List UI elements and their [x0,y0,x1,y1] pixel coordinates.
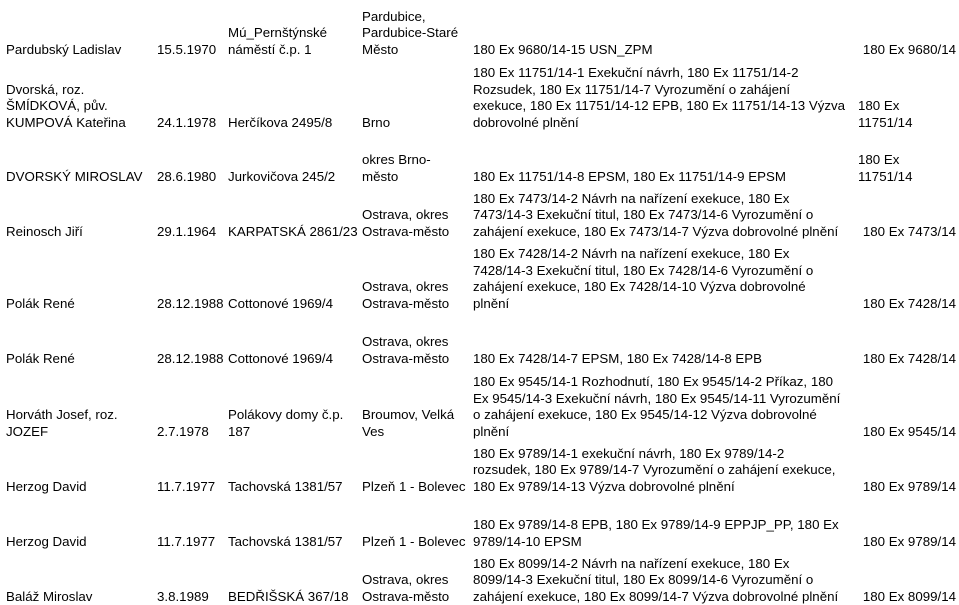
table-row [0,440,959,495]
address-cell: Cottonové 1969/4 [228,350,333,366]
name-cell: Polák René [6,350,75,366]
documents-cell: 180 Ex 11751/14-1 Exekuční návrh, 180 Ex 11751/14-2 Rozsudek, 180 Ex 11751/14-7 Vyrozumění o zahájení exekuce, 180 Ex 11751/14-12 EPB, 180 Ex 11751/14-13 Výzva dobrovolné plnění [473,65,846,130]
name-cell: Polák René [6,295,75,311]
name-cell: Reinosch Jiří [6,223,83,239]
name-cell: Pardubský Ladislav [6,41,122,57]
table-row [0,146,959,185]
address-cell: Jurkovičova 245/2 [228,168,336,184]
city-cell: Pardubice, Pardubice-Staré Město [362,8,459,57]
birthdate-cell: 3.8.1989 [157,588,209,604]
documents-cell: 180 Ex 9680/14-15 USN_ZPM [473,41,653,57]
city-cell: Ostrava, okres Ostrava-město [362,572,450,604]
case-ref-cell: 180 Ex 9545/14 [862,423,956,439]
table-row [0,58,959,131]
address-cell: Polákovy domy č.p. 187 [228,407,344,439]
city-cell: Ostrava, okres Ostrava-město [362,334,450,366]
city-cell: Ostrava, okres Ostrava-město [362,207,450,239]
address-cell: BEDŘIŠSKÁ 367/18 [228,588,349,604]
name-cell: Dvorská, roz. ŠMÍDKOVÁ, pův. KUMPOVÁ Kateřina [6,81,126,130]
table-row [0,0,959,58]
documents-cell: 180 Ex 8099/14-2 Návrh na nařízení exekuce, 180 Ex 8099/14-3 Exekuční titul, 180 Ex 8099/14-6 Vyrozumění o zahájení exekuce, 180 Ex 8099/14-7 Výzva dobrovolné plnění [473,555,839,604]
name-cell: Horváth Josef, roz. JOZEF [6,407,118,439]
birthdate-cell: 29.1.1964 [157,223,217,239]
case-ref-cell: 180 Ex 11751/14 [858,152,913,184]
address-cell: KARPATSKÁ 2861/23 [228,223,358,239]
documents-cell: 180 Ex 7428/14-7 EPSM, 180 Ex 7428/14-8 EPB [473,350,763,366]
name-cell: Baláž Miroslav [6,588,93,604]
table-row [0,510,959,550]
address-cell: Tachovská 1381/57 [228,533,343,549]
table-row [0,185,959,240]
name-cell: Herzog David [6,478,87,494]
address-cell: Mú_Pernštýnské náměstí č.p. 1 [228,25,328,57]
city-cell: Plzeň 1 - Bolevec [362,478,466,494]
address-cell: Cottonové 1969/4 [228,295,333,311]
birthdate-cell: 2.7.1978 [157,423,209,439]
documents-cell: 180 Ex 11751/14-8 EPSM, 180 Ex 11751/14-9 EPSM [473,168,786,184]
documents-cell: 180 Ex 7473/14-2 Návrh na nařízení exekuce, 180 Ex 7473/14-3 Exekuční titul, 180 Ex 7473/14-6 Vyrozumění o zahájení exekuce, 180 Ex 7473/14-7 Výzva dobrovolné plnění [473,190,839,239]
birthdate-cell: 15.5.1970 [157,41,217,57]
address-cell: Herčíkova 2495/8 [228,114,333,130]
table-row [0,367,959,440]
documents-cell: 180 Ex 9789/14-8 EPB, 180 Ex 9789/14-9 EPPJP_PP, 180 Ex 9789/14-10 EPSM [473,517,839,549]
case-ref-cell: 180 Ex 9789/14 [862,533,956,549]
city-cell: Plzeň 1 - Bolevec [362,533,466,549]
name-cell: Herzog David [6,533,87,549]
birthdate-cell: 11.7.1977 [157,533,216,549]
documents-cell: 180 Ex 9545/14-1 Rozhodnutí, 180 Ex 9545/14-2 Příkaz, 180 Ex 9545/14-3 Exekuční návrh, 180 Ex 9545/14-11 Vyrozumění o zahájení exekuce, 180 Ex 9545/14-12 Výzva dobrovolné plnění [473,374,841,439]
birthdate-cell: 28.12.1988 [157,350,224,366]
documents-cell: 180 Ex 9789/14-1 exekuční návrh, 180 Ex 9789/14-2 rozsudek, 180 Ex 9789/14-7 Vyrozumění o zahájení exekuce, 180 Ex 9789/14-13 Výzva dobrovolné plnění [473,445,836,494]
case-ref-cell: 180 Ex 11751/14 [858,98,913,130]
city-cell: okres Brno- město [362,152,431,184]
table-row [0,327,959,367]
city-cell: Ostrava, okres Ostrava-město [362,279,450,311]
city-cell: Broumov, Velká Ves [362,407,455,439]
case-ref-cell: 180 Ex 9680/14 [862,41,956,57]
case-ref-cell: 180 Ex 7428/14 [862,295,956,311]
case-ref-cell: 180 Ex 7473/14 [862,223,956,239]
address-cell: Tachovská 1381/57 [228,478,343,494]
birthdate-cell: 28.6.1980 [157,168,217,184]
birthdate-cell: 11.7.1977 [157,478,216,494]
name-cell: DVORSKÝ MIROSLAV [6,168,143,184]
documents-cell: 180 Ex 7428/14-2 Návrh na nařízení exekuce, 180 Ex 7428/14-3 Exekuční titul, 180 Ex 7428/14-6 Vyrozumění o zahájení exekuce, 180 Ex 7428/14-10 Výzva dobrovolné plnění [473,246,814,311]
case-ref-cell: 180 Ex 8099/14 [862,588,956,604]
birthdate-cell: 28.12.1988 [157,295,224,311]
city-cell: Brno [362,114,391,130]
birthdate-cell: 24.1.1978 [157,114,217,130]
table-row [0,550,959,605]
table-row [0,240,959,312]
case-ref-cell: 180 Ex 9789/14 [862,478,956,494]
case-ref-cell: 180 Ex 7428/14 [862,350,956,366]
